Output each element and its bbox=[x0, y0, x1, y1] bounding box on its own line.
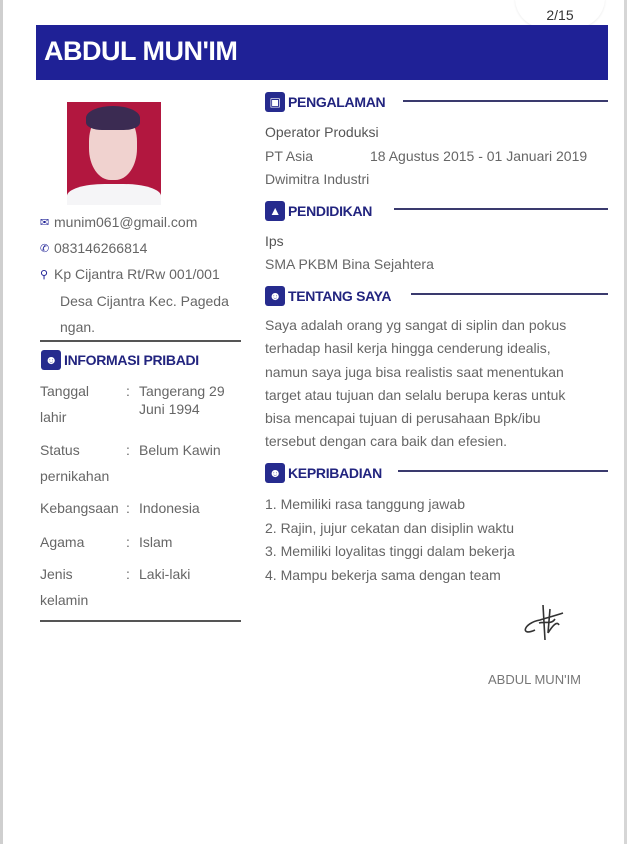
list-item: 4. Mampu bekerja sama dengan team bbox=[265, 566, 501, 583]
contact-address bbox=[40, 261, 229, 340]
briefcase-icon: ▣ bbox=[265, 92, 285, 112]
section-line bbox=[411, 293, 608, 295]
page-counter-text: 2/15 bbox=[546, 7, 574, 23]
list-item: 2. Rajin, jujur cekatan dan disiplin waktu bbox=[265, 519, 515, 536]
section-title-about: ☻ TENTANG SAYA bbox=[265, 286, 391, 306]
profile-photo bbox=[67, 102, 161, 205]
info-label: Agama bbox=[40, 534, 85, 550]
info-value: Belum Kawin bbox=[139, 442, 221, 458]
address-line-1: Kp Cijantra Rt/Rw 001/001 bbox=[54, 266, 220, 282]
experience-company-line-2: Dwimitra Industri bbox=[265, 171, 370, 187]
cv-name-title: ABDUL MUN'IM bbox=[44, 36, 238, 66]
map-pin-icon: ⚲ bbox=[40, 269, 49, 281]
photo-hair bbox=[86, 106, 140, 130]
envelope-icon: ✉ bbox=[40, 217, 50, 229]
experience-company-line-1: PT Asia bbox=[265, 148, 313, 164]
phone-text: 083146266814 bbox=[54, 240, 148, 256]
section-title-education: ▲ PENDIDIKAN bbox=[265, 201, 372, 221]
info-colon: : bbox=[126, 442, 130, 458]
info-colon: : bbox=[126, 500, 130, 516]
education-school: SMA PKBM Bina Sejahtera bbox=[265, 256, 434, 272]
contact-email bbox=[40, 209, 197, 236]
info-label: Kebangsaan bbox=[40, 500, 119, 516]
contact-phone bbox=[40, 235, 147, 262]
address-line-3: ngan. bbox=[60, 319, 96, 335]
list-item: 1. Memiliki rasa tanggung jawab bbox=[265, 496, 465, 512]
address-line-2: Desa Cijantra Kec. Pageda bbox=[60, 293, 229, 309]
info-colon: : bbox=[126, 383, 130, 399]
info-value: Indonesia bbox=[139, 500, 200, 516]
section-title-personal-info: ☻ INFORMASI PRIBADI bbox=[41, 350, 199, 370]
personality-list bbox=[265, 493, 515, 587]
info-label: Jenis kelamin bbox=[40, 566, 89, 608]
experience-position: Operator Produksi bbox=[265, 124, 379, 140]
graduation-cap-icon: ▲ bbox=[265, 201, 285, 221]
section-title-personality: ☻ KEPRIBADIAN bbox=[265, 463, 382, 483]
info-value: Islam bbox=[139, 534, 173, 550]
section-title-experience: ▣ PENGALAMAN bbox=[265, 92, 385, 112]
list-item: 3. Memiliki loyalitas tinggi dalam bekerja bbox=[265, 543, 515, 559]
info-label: Tanggal lahir bbox=[40, 383, 90, 425]
education-major: Ips bbox=[265, 233, 284, 249]
divider bbox=[40, 340, 241, 342]
divider bbox=[40, 620, 241, 622]
user-icon: ☻ bbox=[41, 350, 61, 370]
info-value: Tangerang 29 Juni 1994 bbox=[139, 383, 225, 417]
signature-name: ABDUL MUN'IM bbox=[488, 672, 582, 687]
section-line bbox=[394, 208, 608, 210]
user-icon: ☻ bbox=[265, 286, 285, 306]
experience-period: 18 Agustus 2015 - 01 Januari 2019 bbox=[370, 148, 588, 164]
info-value: Laki-laki bbox=[139, 566, 191, 582]
about-paragraph: Saya adalah orang yg sangat di siplin dan pokus terhadap hasil kerja hingga cenderung idealis, namun saya juga bisa realistis saat menentukan target atau tujuan dan selalu berupa keras untuk bisa mencapai tujuan di perusahaan Bpk/ibu tersebut dengan cara baik dan efesien. bbox=[265, 317, 567, 450]
page-border-left bbox=[0, 0, 3, 844]
user-icon: ☻ bbox=[265, 463, 285, 483]
signature-image bbox=[515, 595, 575, 645]
page-counter-badge bbox=[515, 0, 605, 28]
info-colon: : bbox=[126, 534, 130, 550]
info-label: Status pernikahan bbox=[40, 442, 110, 484]
section-line bbox=[398, 470, 608, 472]
email-text: munim061@gmail.com bbox=[54, 214, 198, 230]
phone-icon: ✆ bbox=[40, 243, 50, 255]
info-colon: : bbox=[126, 566, 130, 582]
photo-shirt bbox=[67, 184, 161, 205]
cv-header bbox=[36, 25, 608, 80]
section-line bbox=[403, 100, 608, 102]
